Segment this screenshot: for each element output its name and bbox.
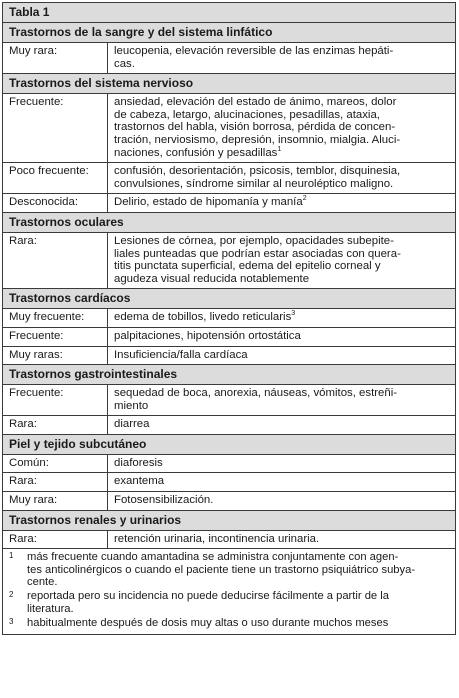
frequency-cell: Muy rara: bbox=[3, 43, 108, 73]
frequency-cell: Frecuente: bbox=[3, 385, 108, 415]
effects-cell: leucopenia, elevación reversible de las enzimas hepáti- cas. bbox=[114, 45, 394, 70]
adverse-effects-table bbox=[2, 2, 456, 635]
table-body bbox=[3, 23, 455, 549]
effects-cell: retención urinaria, incontinencia urinaria. bbox=[114, 532, 320, 545]
table-row bbox=[3, 328, 455, 347]
frequency-cell: Común: bbox=[3, 455, 108, 473]
footnote-mark: 3 bbox=[9, 617, 14, 627]
effects-cell: ansiedad, elevación del estado de ánimo, mareos, dolor de cabeza, letargo, alucinaciones, pesadillas, ataxia, trastornos del habla, visión borrosa, pérdida de concen- tración, nerviosismo, depresión, insomnio, mialgia. Aluci- naciones, confusión y pesadillas$^1$ bbox=[114, 96, 401, 159]
table-row bbox=[3, 309, 455, 328]
section-heading: Trastornos cardíacos bbox=[3, 289, 455, 309]
effects-cell: diaforesis bbox=[114, 456, 163, 469]
section-heading: Trastornos renales y urinarios bbox=[3, 511, 455, 531]
table-row bbox=[3, 43, 455, 74]
table-row bbox=[3, 455, 455, 474]
section-heading: Trastornos oculares bbox=[3, 213, 455, 233]
table-row bbox=[3, 194, 455, 213]
frequency-cell: Rara: bbox=[3, 233, 108, 288]
effects-cell: Insuficiencia/falla cardíaca bbox=[114, 348, 248, 361]
table-row bbox=[3, 385, 455, 416]
table-row bbox=[3, 233, 455, 289]
effects-cell: confusión, desorientación, psicosis, temblor, disquinesia, convulsiones, síndrome similar al neuroléptico maligno. bbox=[114, 165, 401, 190]
table-row bbox=[3, 163, 455, 194]
effects-cell: edema de tobillos, livedo reticularis$^3$ bbox=[114, 310, 296, 324]
frequency-cell: Frecuente: bbox=[3, 94, 108, 162]
section-heading: Trastornos del sistema nervioso bbox=[3, 74, 455, 94]
table-row bbox=[3, 531, 455, 550]
table-row bbox=[3, 347, 455, 366]
frequency-cell: Desconocida: bbox=[3, 194, 108, 212]
frequency-cell: Rara: bbox=[3, 531, 108, 549]
effects-cell: sequedad de boca, anorexia, náuseas, vómitos, estreñi- miento bbox=[114, 387, 398, 412]
frequency-cell: Muy raras: bbox=[3, 347, 108, 365]
effects-cell: palpitaciones, hipotensión ortostática bbox=[114, 329, 301, 342]
frequency-cell: Poco frecuente: bbox=[3, 163, 108, 193]
footnotes bbox=[3, 549, 455, 634]
section-heading: Piel y tejido subcutáneo bbox=[3, 435, 455, 455]
effects-cell: Fotosensibilización. bbox=[114, 494, 214, 507]
effects-cell: Delirio, estado de hipomanía y manía$^2$ bbox=[114, 195, 307, 209]
effects-cell: Lesiones de córnea, por ejemplo, opacidades subepite- liales punteadas que podrían estar asociadas con quera- titis punctata superficial, edema del epitelio corneal y agudeza visual reducida notablemente bbox=[114, 234, 401, 285]
effects-cell: diarrea bbox=[114, 418, 150, 431]
footnote-mark: 1 bbox=[9, 551, 14, 561]
footnote-text: reportada pero su incidencia no puede deducirse fácilmente a partir de la literatura. bbox=[27, 590, 389, 615]
frequency-cell: Rara: bbox=[3, 473, 108, 491]
footnote bbox=[3, 590, 455, 615]
footnote-mark: 2 bbox=[9, 590, 14, 600]
footnote-reference: 2 bbox=[302, 195, 307, 203]
section-heading: Trastornos de la sangre y del sistema linfático bbox=[3, 23, 455, 43]
table-title: Tabla 1 bbox=[3, 3, 455, 23]
footnote-text: habitualmente después de dosis muy altas o uso durante muchos meses bbox=[27, 617, 389, 630]
footnote bbox=[3, 551, 455, 588]
footnote-text: más frecuente cuando amantadina se administra conjuntamente con agen- tes anticolinérgicos o cuando el paciente tiene un trastorno psiquiátrico subya- cente. bbox=[27, 551, 416, 589]
effects-cell: exantema bbox=[114, 475, 165, 488]
table-row bbox=[3, 492, 455, 511]
frequency-cell: Rara: bbox=[3, 416, 108, 434]
footnote-reference: 3 bbox=[291, 310, 296, 318]
section-heading: Trastornos gastrointestinales bbox=[3, 365, 455, 385]
frequency-cell: Muy rara: bbox=[3, 492, 108, 510]
footnote-reference: 1 bbox=[277, 145, 282, 153]
footnote bbox=[3, 617, 455, 629]
frequency-cell: Muy frecuente: bbox=[3, 309, 108, 327]
frequency-cell: Frecuente: bbox=[3, 328, 108, 346]
table-row bbox=[3, 94, 455, 163]
table-row bbox=[3, 473, 455, 492]
table-row bbox=[3, 416, 455, 435]
